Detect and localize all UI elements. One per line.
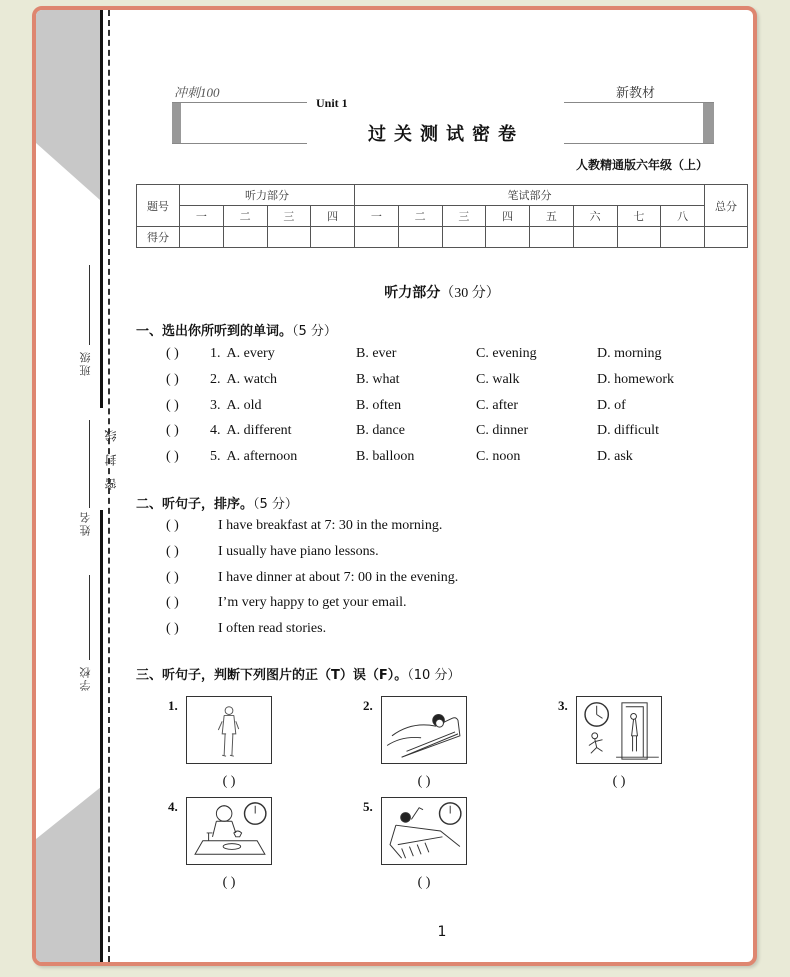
writing-col: 八 [661,206,705,227]
writing-col: 四 [486,206,530,227]
option-c: C. dinner [476,423,529,439]
option-d: D. difficult [597,423,659,439]
item-number: 3. [210,397,221,413]
q1-item [166,346,726,362]
q2-item [166,621,326,637]
listening-col: 二 [223,206,267,227]
answer-blank[interactable]: ( ) [166,569,179,585]
sentence: I’m very happy to get your email. [218,595,407,611]
tf-answer-blank[interactable]: ( ) [417,774,431,789]
writing-col: 一 [355,206,399,227]
child-sleeping-icon [381,696,467,764]
listening-col: 一 [180,206,224,227]
name-blank[interactable] [89,420,90,508]
q1-title [136,320,337,339]
school-label: 学校 [79,665,92,691]
q2-item [166,595,407,611]
item-number: 1. [210,346,221,361]
section-points: （30 分） [440,286,500,301]
option-b: B. dance [356,423,405,439]
item-number: 4. [210,423,221,439]
sentence: I have breakfast at 7: 30 in the morning. [218,518,443,533]
picture-number: 2. [363,698,373,713]
score-cell[interactable] [223,227,267,248]
writing-col: 五 [530,206,574,227]
answer-blank[interactable]: ( ) [166,346,179,361]
section-heading [136,282,748,302]
boy-waking-clock-icon [381,797,467,865]
option-c: C. walk [476,371,520,387]
sentence: I have dinner at about 7: 00 in the evening. [218,569,459,585]
seal-line-text: 密封线 [104,418,118,490]
writing-col: 三 [442,206,486,227]
exam-page [32,6,757,966]
item-number: 2. [210,371,221,387]
option-a: A. afternoon [226,449,298,465]
listening-col: 四 [311,206,355,227]
writing-col: 六 [573,206,617,227]
total-score-cell[interactable] [705,227,748,248]
binding-line-top [100,10,103,408]
option-b: B. often [356,397,402,413]
option-a: A. every [226,346,275,361]
option-a: A. watch [226,371,278,387]
picture-number: 3. [558,698,568,713]
total-header: 总分 [705,185,748,227]
section-title: 听力部分 [384,285,441,301]
q2-item [166,570,458,586]
q2-item [166,544,379,560]
q1-title-text: 一、选出你所听到的单词。 [136,324,293,339]
answer-blank[interactable]: ( ) [166,397,179,413]
dashed-cut-line [108,10,110,962]
writing-header: 笔试部分 [355,185,705,206]
page-title: 过关测试密卷 [368,124,524,145]
school-blank[interactable] [89,575,90,660]
tf-answer-blank[interactable]: ( ) [417,875,431,890]
option-b: B. what [356,371,400,387]
page-number: 1 [437,924,447,940]
option-a: A. old [226,397,262,413]
row-header-number: 题号 [137,185,180,227]
answer-blank[interactable]: ( ) [166,595,179,611]
sentence: I usually have piano lessons. [218,543,379,559]
score-cell[interactable] [486,227,530,248]
edition-label: 新教材 [616,85,656,100]
option-d: D. homework [597,371,674,387]
score-cell[interactable] [617,227,661,248]
boy-eating-clock-icon [186,797,272,865]
brand-label: 冲刺100 [174,85,220,100]
q3-title-text: 三、听句子，判断下列图片的正（T）误（F）。 [136,668,408,683]
exam-content [136,10,737,962]
score-cell[interactable] [180,227,224,248]
answer-blank[interactable]: ( ) [166,543,179,559]
q2-title [136,493,298,512]
answer-blank[interactable]: ( ) [166,621,179,637]
tf-answer-blank[interactable]: ( ) [612,774,626,789]
binding-margin [36,10,118,962]
score-cell[interactable] [661,227,705,248]
margin-gray-top [36,10,100,200]
picture-number: 4. [168,799,178,814]
score-cell[interactable] [355,227,399,248]
tf-answer-blank[interactable]: ( ) [222,774,236,789]
option-c: C. after [476,397,518,413]
option-b: B. balloon [356,449,415,465]
picture-number: 1. [168,698,178,713]
listening-header: 听力部分 [180,185,355,206]
option-d: D. morning [597,346,662,361]
q1-points: （5 分） [292,324,337,339]
option-d: D. ask [597,449,633,465]
person-walking-icon [186,696,272,764]
writing-col: 七 [617,206,661,227]
option-b: B. ever [356,346,397,361]
score-cell[interactable] [530,227,574,248]
q2-points: （5 分） [253,497,298,512]
q1-item [166,398,726,414]
option-c: C. evening [476,346,537,361]
tf-answer-blank[interactable]: ( ) [222,875,236,890]
q1-item [166,372,726,388]
score-cell[interactable] [311,227,355,248]
q3-title [136,664,460,683]
sentence: I often read stories. [218,621,327,637]
option-c: C. noon [476,449,521,465]
q1-item [166,423,726,439]
writing-col: 二 [398,206,442,227]
answer-blank[interactable]: ( ) [166,423,179,439]
margin-gray-bottom [36,757,100,962]
clock-door-running-icon [576,696,662,764]
name-label: 姓名 [79,510,92,536]
picture-number: 5. [363,799,373,814]
score-cell[interactable] [267,227,311,248]
q1-item [166,449,726,465]
class-blank[interactable] [89,265,90,345]
score-cell[interactable] [573,227,617,248]
row-header-score: 得分 [137,227,180,248]
grade-label: 人教精通版六年级（上） [576,158,709,172]
answer-blank[interactable]: ( ) [166,449,179,465]
q2-item [166,518,442,534]
q2-title-text: 二、听句子，排序。 [136,497,254,512]
score-cell[interactable] [398,227,442,248]
score-cell[interactable] [442,227,486,248]
item-number: 5. [210,449,221,465]
q3-points: （10 分） [407,668,461,683]
unit-label: Unit 1 [316,96,348,110]
score-table [136,184,748,248]
option-a: A. different [226,423,292,439]
option-d: D. of [597,397,626,413]
binding-line-bottom [100,510,103,966]
listening-col: 三 [267,206,311,227]
answer-blank[interactable]: ( ) [166,518,179,533]
class-label: 班级 [79,350,92,376]
answer-blank[interactable]: ( ) [166,371,179,387]
